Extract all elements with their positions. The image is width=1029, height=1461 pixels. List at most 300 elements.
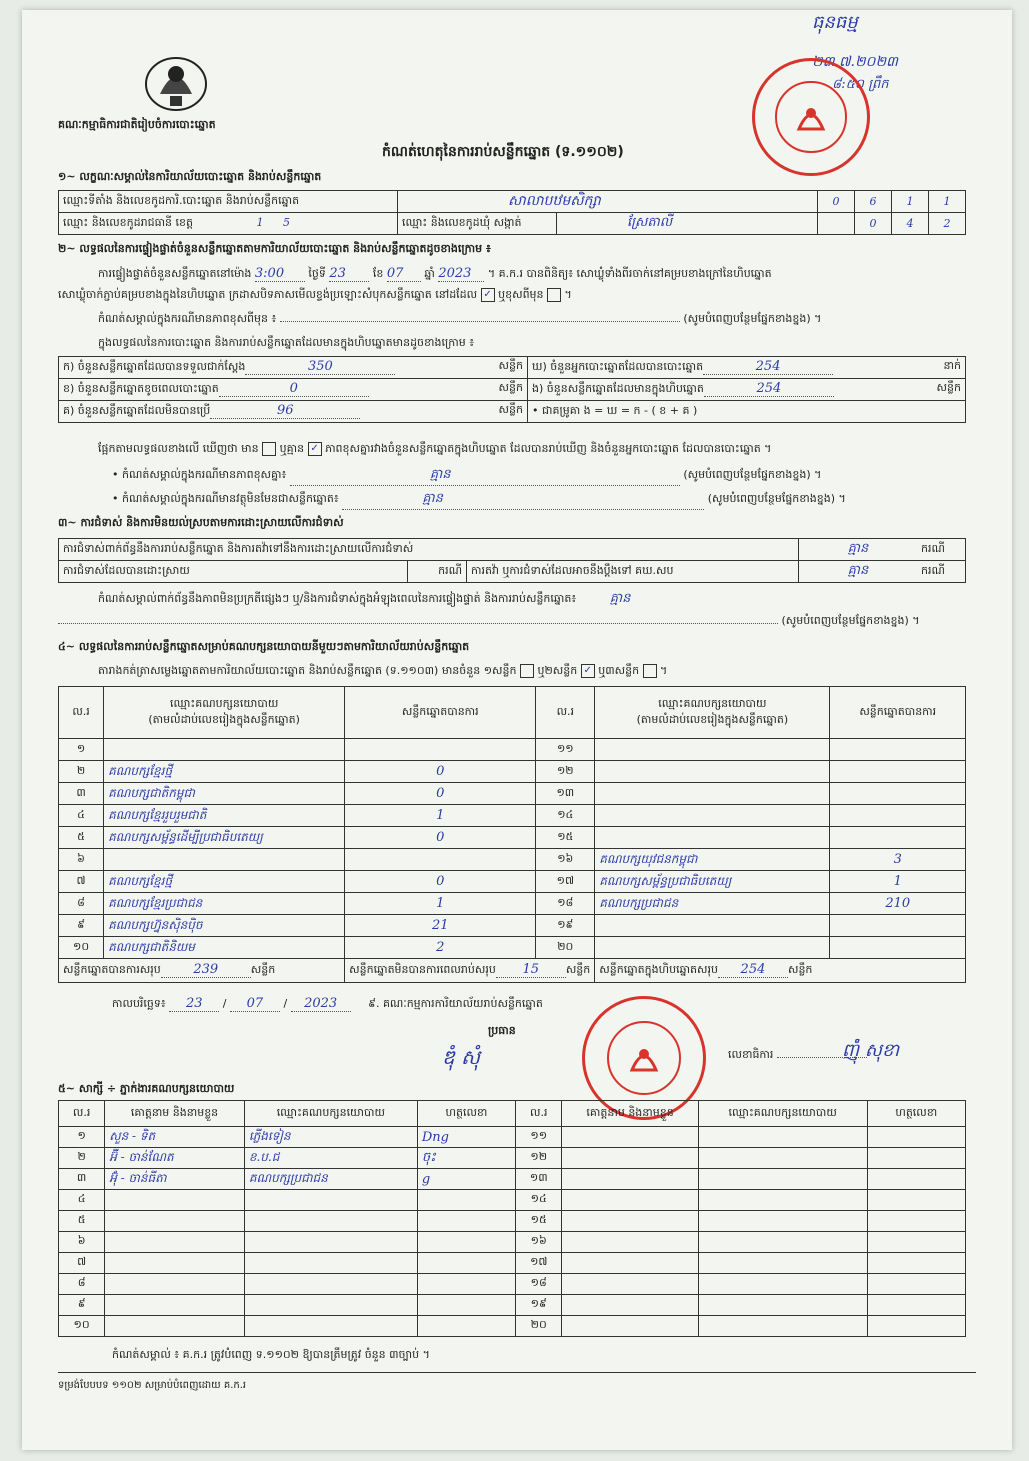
count-right-value: 254 bbox=[703, 359, 833, 375]
witness-party: ខ.ប.ជ bbox=[244, 1148, 417, 1169]
witness-party bbox=[698, 1316, 867, 1337]
party-votes bbox=[830, 805, 966, 827]
count-unit: សន្លឹក bbox=[498, 381, 523, 394]
witness-party bbox=[698, 1211, 867, 1232]
compare-line bbox=[98, 442, 771, 458]
count-unit: សន្លឹក bbox=[498, 359, 523, 372]
witness-signature bbox=[867, 1316, 965, 1337]
party-name: គណបក្សខ្មែរថ្មី bbox=[104, 761, 345, 783]
section1-table bbox=[58, 190, 966, 235]
lock-text: សោឃ្លុំចាក់ភ្ជាប់គម្របខាងក្នុងនៃហិបឆ្នោត ក្រដាសបិទភាសមើលខ្ទង់ប្រឡោះសំបុកសន្លឹកឆ្នោត នៅដដែល bbox=[58, 288, 478, 301]
witness-name bbox=[105, 1295, 245, 1316]
count-value: 350 bbox=[245, 359, 395, 375]
witness-row-number: ៥ bbox=[59, 1211, 105, 1232]
objection-unit: ករណី bbox=[917, 539, 966, 561]
witness-signature bbox=[417, 1211, 515, 1232]
count-value: 0 bbox=[219, 381, 369, 397]
witness-name bbox=[105, 1211, 245, 1232]
secretary-signature: ញ៉ុំ សុខា bbox=[842, 1040, 900, 1061]
witness-name bbox=[105, 1232, 245, 1253]
party-name: គណបក្សហ្វ៊ុនស៊ិនប៉ិច bbox=[104, 915, 345, 937]
witness-name: សួន - ទិត bbox=[105, 1127, 245, 1148]
resolved-label: ការជំទាស់ដែលបានដោះស្រាយ bbox=[59, 561, 408, 583]
appeal-unit: ករណី bbox=[917, 561, 966, 583]
section4-heading: ៤~ លទ្ធផលនៃការរាប់សន្លឹកឆ្នោតសម្រាប់គណបក្សនយោបាយនីមួយៗតាមការិយាល័យរាប់សន្លឹកឆ្នោត bbox=[58, 640, 470, 653]
party-votes bbox=[830, 937, 966, 959]
witness-signature bbox=[867, 1190, 965, 1211]
count-left-cell bbox=[59, 401, 528, 423]
witness-signature bbox=[417, 1190, 515, 1211]
count-right-unit: សន្លឹក bbox=[936, 381, 961, 394]
row-number: ១៧ bbox=[536, 871, 595, 893]
bullet-difference bbox=[112, 466, 992, 486]
col-votes-header-right: សន្លឹកឆ្នោតបានការ bbox=[830, 687, 966, 739]
col-no-header-left: ល.រ bbox=[59, 687, 104, 739]
resolved-unit: ករណី bbox=[408, 561, 467, 583]
bullet1-label: • កំណត់សម្គាល់ក្នុងករណីមានភាពខុសគ្នា៖ bbox=[112, 468, 287, 481]
witness-signature bbox=[867, 1127, 965, 1148]
table-row bbox=[59, 893, 966, 915]
witness-name: អ៊ុំ - ចាន់ធីតា bbox=[105, 1169, 245, 1190]
table-row bbox=[59, 1148, 966, 1169]
party-name: គណបក្សជាតិនិយម bbox=[104, 937, 345, 959]
verify-label-d: ឆ្នាំ bbox=[424, 267, 435, 280]
party-header-title: ឈ្មោះគណបក្សនយោបាយ bbox=[170, 696, 279, 710]
witness-party bbox=[244, 1211, 417, 1232]
witness-signature bbox=[867, 1274, 965, 1295]
party-votes: 1 bbox=[345, 805, 536, 827]
witness-signature bbox=[867, 1211, 965, 1232]
witness-party bbox=[698, 1274, 867, 1295]
party-name bbox=[595, 827, 830, 849]
witness-name bbox=[562, 1253, 698, 1274]
commune-label: ឈ្មោះ និងលេខកូដឃុំ សង្កាត់ bbox=[398, 213, 557, 235]
witness-col-name-right: គោត្តនាម និងនាមខ្លួន bbox=[562, 1101, 698, 1127]
witness-row-number: ១១ bbox=[516, 1127, 562, 1148]
total-invalid-unit: សន្លឹក bbox=[565, 963, 591, 976]
witness-row-number: ១៨ bbox=[516, 1274, 562, 1295]
witness-party bbox=[244, 1295, 417, 1316]
witness-signature bbox=[867, 1169, 965, 1190]
site-code-1: 0 bbox=[818, 191, 855, 213]
col-party-header-right bbox=[595, 687, 830, 739]
witness-party bbox=[244, 1274, 417, 1295]
party-name bbox=[595, 805, 830, 827]
bullet2-hint: (សូមបំពេញបន្ថែមផ្នែកខាងខ្នង) ។ bbox=[707, 492, 846, 505]
results-date-year: 2023 bbox=[291, 996, 351, 1012]
table-row bbox=[59, 1232, 966, 1253]
count-right-label: ឃ) ចំនួនអ្នកបោះឆ្នោតដែលបានបោះឆ្នោត bbox=[532, 360, 704, 373]
witness-row-number: ៩ bbox=[59, 1295, 105, 1316]
witness-row-number: ៨ bbox=[59, 1274, 105, 1295]
count-left-cell bbox=[59, 379, 528, 401]
party-votes: 0 bbox=[345, 761, 536, 783]
count-label: ក) ចំនួនសន្លឹកឆ្នោតដែលបានទទួលជាក់ស្តែង bbox=[63, 360, 246, 373]
count-left-cell bbox=[59, 357, 528, 379]
section2-heading: ២~ លទ្ធផលនៃការផ្ទៀងផ្ទាត់ចំនួនសន្លឹកឆ្នោតតាមការិយាល័យបោះឆ្នោត និងរាប់សន្លឹកឆ្នោតដូចខាងក្រោម ៖ bbox=[58, 242, 491, 255]
col-no-header-right: ល.រ bbox=[536, 687, 595, 739]
witness-name bbox=[105, 1190, 245, 1211]
total-valid-label: សន្លឹកឆ្នោតបានការសរុប bbox=[63, 963, 161, 976]
table-row bbox=[59, 805, 966, 827]
bullet-objects bbox=[112, 490, 992, 510]
verify-month: 07 bbox=[387, 266, 421, 282]
difference-note-label: កំណត់សម្គាល់ក្នុងករណីមានភាពខុសពីមុន ៖ bbox=[98, 312, 277, 325]
top-right-time: ៨:៥០ ព្រឹក bbox=[832, 77, 889, 92]
province-label: ឈ្មោះ និងលេខកូដរាជធានី ខេត្ត bbox=[63, 215, 193, 229]
row-number: ១២ bbox=[536, 761, 595, 783]
form-footer: ទម្រង់បែបបទ ១១០២ សម្រាប់បំពេញដោយ គ.ក.រ bbox=[58, 1380, 247, 1391]
witness-signature bbox=[867, 1148, 965, 1169]
witness-signature bbox=[417, 1232, 515, 1253]
results-intro: ក្នុងលទ្ធផលនៃការបោះឆ្នោត និងការរាប់សន្លឹកឆ្នោតដែលមានក្នុងហិបឆ្នោតមានដូចខាងក្រោម ៖ bbox=[98, 336, 475, 349]
row-number: ២០ bbox=[536, 937, 595, 959]
witness-col-name-left: គោត្តនាម និងនាមខ្លួន bbox=[105, 1101, 245, 1127]
total-valid-value: 239 bbox=[161, 962, 251, 978]
three-sheets-checkbox[interactable] bbox=[643, 664, 657, 678]
witness-name bbox=[562, 1148, 698, 1169]
witness-signature bbox=[417, 1316, 515, 1337]
objection-value: គ្មាន bbox=[799, 539, 918, 561]
row-number: ១ bbox=[59, 739, 104, 761]
witness-name bbox=[562, 1169, 698, 1190]
witness-table bbox=[58, 1100, 966, 1337]
difference-note bbox=[98, 312, 998, 328]
witness-party bbox=[244, 1190, 417, 1211]
party-table-header bbox=[59, 687, 966, 739]
table-row bbox=[59, 1316, 966, 1337]
tally-sheet-line: តារាងកត់ត្រាសម្លេងឆ្នោតតាមការិយាល័យបោះឆ្នោត និងរាប់សន្លឹកឆ្នោត (ទ.១១០៣) មានចំនួន ១សន្លឹក ឬ២សន្លឹក ✓ ឬ៣សន្លឹក ។ bbox=[98, 664, 668, 677]
objection-label: ការជំទាស់ពាក់ព័ន្ធនឹងការរាប់សន្លឹកឆ្នោត និងការតវ៉ាទៅនឹងការដោះស្រាយលើការជំទាស់ bbox=[59, 539, 799, 561]
col-votes-header-left: សន្លឹកឆ្នោតបានការ bbox=[345, 687, 536, 739]
committee-name: គណៈកម្មាធិការជាតិរៀបចំការបោះឆ្នោត bbox=[58, 118, 216, 131]
table-row bbox=[59, 1295, 966, 1316]
party-votes: 3 bbox=[830, 849, 966, 871]
witness-row-number: ១៧ bbox=[516, 1253, 562, 1274]
section5-heading: ៥~ សាក្សី ÷ ភ្នាក់ងារគណបក្សនយោបាយ bbox=[58, 1082, 235, 1095]
chair-signature: ឌុំ សុំ bbox=[442, 1045, 481, 1069]
party-votes: 210 bbox=[830, 893, 966, 915]
verify-year: 2023 bbox=[438, 266, 484, 282]
witness-row-number: ២០ bbox=[516, 1316, 562, 1337]
row-number: ៩ bbox=[59, 915, 104, 937]
table-row bbox=[59, 761, 966, 783]
row-number: ១០ bbox=[59, 937, 104, 959]
row-number: ១៤ bbox=[536, 805, 595, 827]
official-seal-top bbox=[752, 58, 870, 176]
count-right-label: ង) ចំនួនសន្លឹកឆ្នោតដែលមានក្នុងហិបឆ្នោត bbox=[532, 382, 704, 395]
total-invalid-value: 15 bbox=[496, 962, 566, 978]
count-row bbox=[59, 357, 966, 379]
party-name: គណបក្សជាតិកម្ពុជា bbox=[104, 783, 345, 805]
witness-row-number: ១ bbox=[59, 1127, 105, 1148]
witness-row-number: ៣ bbox=[59, 1169, 105, 1190]
party-name bbox=[104, 849, 345, 871]
row-number: ៧ bbox=[59, 871, 104, 893]
witness-name bbox=[562, 1295, 698, 1316]
col-party-header-left bbox=[104, 687, 345, 739]
secretary-label: លេខាធិការ bbox=[728, 1048, 774, 1061]
party-votes bbox=[830, 739, 966, 761]
witness-row-number: ៦ bbox=[59, 1232, 105, 1253]
document-page bbox=[22, 10, 1012, 1450]
party-name: គណបក្សយុវជនកម្ពុជា bbox=[595, 849, 830, 871]
witness-party bbox=[698, 1127, 867, 1148]
witness-row-number: ១៥ bbox=[516, 1211, 562, 1232]
counts-table bbox=[58, 356, 966, 423]
verify-label-c: ខែ bbox=[372, 267, 384, 280]
irregularity-hint-line bbox=[58, 614, 988, 630]
witness-name bbox=[562, 1127, 698, 1148]
top-right-date: ២៣.៧.២០២៣ bbox=[812, 54, 899, 70]
count-value: 96 bbox=[210, 403, 360, 419]
party-votes: 21 bbox=[345, 915, 536, 937]
witness-party bbox=[698, 1169, 867, 1190]
party-votes bbox=[830, 783, 966, 805]
party-header-sub: (តាមលំដាប់លេខរៀងក្នុងសន្លឹកឆ្នោត) bbox=[636, 712, 789, 726]
count-right-value: 254 bbox=[704, 381, 834, 397]
row-number: ១៥ bbox=[536, 827, 595, 849]
table-row bbox=[59, 849, 966, 871]
site-label: ឈ្មោះទីតាំង និងលេខកូដការិ.បោះឆ្នោត និងរាប់សន្លឹកឆ្នោត bbox=[59, 191, 398, 213]
count-unit: សន្លឹក bbox=[498, 403, 523, 416]
total-box-unit: សន្លឹក bbox=[787, 963, 813, 976]
party-name bbox=[595, 761, 830, 783]
appeal-label: ការតវ៉ា ឬការជំទាស់ដែលអាចនឹងប្តឹងទៅ គឃ.សប bbox=[467, 561, 799, 583]
party-votes: 0 bbox=[345, 783, 536, 805]
count-label: គ) ចំនួនសន្លឹកឆ្នោតដែលមិនបានប្រើ bbox=[63, 404, 211, 417]
witness-row-number: ១០ bbox=[59, 1316, 105, 1337]
top-right-note: ធុនធម្ម bbox=[812, 12, 858, 33]
party-name bbox=[595, 915, 830, 937]
count-label: ខ) ចំនួនសន្លឹកឆ្នោតខូចពេលបោះឆ្នោត bbox=[63, 382, 219, 395]
table-row bbox=[59, 937, 966, 959]
witness-signature: g bbox=[417, 1169, 515, 1190]
table-row bbox=[59, 1127, 966, 1148]
witness-party bbox=[244, 1316, 417, 1337]
commune-code-1: 0 bbox=[855, 213, 892, 235]
appeal-value: គ្មាន bbox=[799, 561, 918, 583]
commune-code-3: 2 bbox=[929, 213, 966, 235]
party-votes bbox=[345, 849, 536, 871]
table-row bbox=[59, 1274, 966, 1295]
tally-sheet-label: តារាងកត់ត្រាសម្លេងឆ្នោតតាមការិយាល័យបោះឆ្នោត និងរាប់សន្លឹកឆ្នោត (ទ.១១០៣) មានចំនួន ១សន្លឹក bbox=[98, 664, 517, 677]
witness-name bbox=[562, 1274, 698, 1295]
table-row bbox=[59, 1253, 966, 1274]
witness-party bbox=[698, 1253, 867, 1274]
lock-line: សោឃ្លុំចាក់ភ្ជាប់គម្របខាងក្នុងនៃហិបឆ្នោត ក្រដាសបិទភាសមើលខ្ទង់ប្រឡោះសំបុកសន្លឹកឆ្នោត នៅដដែល ✓ ឬខុសពីមុន ។ bbox=[58, 288, 572, 301]
site-code-4: 1 bbox=[929, 191, 966, 213]
party-votes bbox=[345, 739, 536, 761]
witness-party bbox=[698, 1148, 867, 1169]
province-code-1: 1 bbox=[256, 215, 264, 229]
section1-heading: ១~ លក្ខណៈសម្គាល់នៃការិយាល័យបោះឆ្នោត និងរាប់សន្លឹកឆ្នោត bbox=[58, 170, 322, 183]
row-number: ៦ bbox=[59, 849, 104, 871]
row-number: ៤ bbox=[59, 805, 104, 827]
chair-label: ប្រធាន bbox=[488, 1024, 516, 1037]
party-votes bbox=[830, 827, 966, 849]
witness-signature bbox=[867, 1253, 965, 1274]
party-votes: 1 bbox=[345, 893, 536, 915]
verify-label-b: ថ្ងៃទី bbox=[308, 267, 326, 280]
party-name: គណបក្សខ្មែររួបរួមជាតិ bbox=[104, 805, 345, 827]
witness-party bbox=[698, 1295, 867, 1316]
party-name: គណបក្សសម្ព័ន្ធប្រជាធិបតេយ្យ bbox=[595, 871, 830, 893]
same-checkbox[interactable]: ✓ bbox=[481, 288, 495, 302]
witness-col-party-right: ឈ្មោះគណបក្សនយោបាយ bbox=[698, 1101, 867, 1127]
witness-row-number: ៧ bbox=[59, 1253, 105, 1274]
party-votes bbox=[830, 761, 966, 783]
witness-party: ភ្លើងទៀន bbox=[244, 1127, 417, 1148]
witness-name: អ៊ី - ចាន់ណែត bbox=[105, 1148, 245, 1169]
witness-row-number: ១៤ bbox=[516, 1190, 562, 1211]
table-row bbox=[59, 739, 966, 761]
total-valid-unit: សន្លឹក bbox=[250, 963, 276, 976]
party-name bbox=[595, 937, 830, 959]
witness-signature bbox=[417, 1274, 515, 1295]
results-date-day: 23 bbox=[169, 996, 219, 1012]
section3-heading: ៣~ ការជំទាស់ និងការមិនយល់ស្របតាមការដោះស្រាយលើការជំទាស់ bbox=[58, 516, 344, 529]
row-number: ៨ bbox=[59, 893, 104, 915]
party-name: គណបក្សប្រជាជន bbox=[595, 893, 830, 915]
site-value: សាលាបឋមសិក្សា bbox=[398, 191, 818, 213]
count-right-cell bbox=[528, 401, 966, 423]
count-right-cell bbox=[528, 379, 966, 401]
witness-row-number: ៤ bbox=[59, 1190, 105, 1211]
total-box-value: 254 bbox=[718, 962, 788, 978]
commune-code-2: 4 bbox=[892, 213, 929, 235]
compare-label: ផ្អែកតាមលទ្ធផលខាងលើ ឃើញថា មាន bbox=[98, 442, 259, 455]
row-number: ១៣ bbox=[536, 783, 595, 805]
verify-label-e: ។ គ.ក.រ បានពិនិត្យ៖ សោឃ្លុំទាំងពីរចាក់នៅគម្របខាងក្រៅនៃហិបឆ្នោត bbox=[487, 267, 772, 280]
two-sheets-checkbox[interactable]: ✓ bbox=[581, 664, 595, 678]
witness-col-party-left: ឈ្មោះគណបក្សនយោបាយ bbox=[244, 1101, 417, 1127]
witness-party bbox=[244, 1232, 417, 1253]
count-right-cell bbox=[528, 357, 966, 379]
witness-name bbox=[562, 1316, 698, 1337]
witness-row-number: ១៩ bbox=[516, 1295, 562, 1316]
party-name: គណបក្សខ្មែរថ្មី bbox=[104, 871, 345, 893]
party-name bbox=[104, 739, 345, 761]
witness-row-number: ១២ bbox=[516, 1148, 562, 1169]
bullet2-label: • កំណត់សម្គាល់ក្នុងករណីមានវត្ថុមិនមែនជាសន្លឹកឆ្នោត៖ bbox=[112, 492, 339, 505]
witness-signature bbox=[417, 1253, 515, 1274]
commune-value: ស្រែតាលី bbox=[557, 213, 818, 235]
one-sheet-checkbox[interactable] bbox=[520, 664, 534, 678]
witness-row-number: ១៣ bbox=[516, 1169, 562, 1190]
total-box-cell bbox=[595, 959, 966, 983]
site-code-3: 1 bbox=[892, 191, 929, 213]
total-box-label: សន្លឹកឆ្នោតក្នុងហិបឆ្នោតសរុប bbox=[599, 963, 718, 976]
witness-row-number: ២ bbox=[59, 1148, 105, 1169]
witness-party bbox=[698, 1190, 867, 1211]
results-date-sep-1: / bbox=[222, 997, 227, 1010]
count-right-label: • ជាគម្រូគា ង = ឃ = ក - ( ខ + គ ) bbox=[532, 403, 698, 417]
emblem-icon bbox=[140, 50, 212, 116]
irregularity-label: កំណត់សម្គាល់ពាក់ព័ន្ធនឹងភាពមិនប្រក្រតីផ្សេងៗ ឬ/និងការជំទាស់ក្នុងអំឡុងពេលនៃការផ្ទៀងផ្ទាត់ និងការរាប់សន្លឹកឆ្នោត៖ bbox=[98, 592, 577, 605]
party-name: គណបក្សសម្ព័ន្ធដើម្បីប្រជាធិបតេយ្យ bbox=[104, 827, 345, 849]
changed-label: ឬខុសពីមុន bbox=[498, 288, 544, 301]
party-name: គណបក្សខ្មែរប្រជាជន bbox=[104, 893, 345, 915]
witness-signature: ចុះ bbox=[417, 1148, 515, 1169]
verify-label-a: ការផ្ទៀងផ្ទាត់ចំនួនសន្លឹកឆ្នោតនៅម៉ោង bbox=[98, 267, 252, 280]
party-votes: 2 bbox=[345, 937, 536, 959]
witness-col-no-left: ល.រ bbox=[59, 1101, 105, 1127]
difference-note-hint: (សូមបំពេញបន្ថែមផ្នែកខាងខ្នង) ។ bbox=[683, 312, 822, 325]
witness-name bbox=[562, 1232, 698, 1253]
witness-col-sig-left: ហត្ថលេខា bbox=[417, 1101, 515, 1127]
witness-name bbox=[105, 1316, 245, 1337]
row-number: ៣ bbox=[59, 783, 104, 805]
changed-checkbox[interactable] bbox=[547, 288, 561, 302]
office-committee-label: ៩. គណៈកម្មការការិយាល័យរាប់សន្លឹកឆ្នោត bbox=[368, 997, 543, 1010]
table-row bbox=[59, 871, 966, 893]
witness-table-header bbox=[59, 1101, 966, 1127]
party-name bbox=[595, 739, 830, 761]
party-results-table bbox=[58, 686, 966, 983]
witness-col-no-right: ល.រ bbox=[516, 1101, 562, 1127]
witness-party: គណបក្សប្រជាជន bbox=[244, 1169, 417, 1190]
table-row bbox=[59, 1190, 966, 1211]
witness-party bbox=[244, 1253, 417, 1274]
total-invalid-cell bbox=[345, 959, 595, 983]
row-number: ១៨ bbox=[536, 893, 595, 915]
table-row bbox=[59, 783, 966, 805]
irregularity-note bbox=[98, 590, 998, 609]
party-votes bbox=[830, 915, 966, 937]
count-right-unit: នាក់ bbox=[943, 359, 961, 372]
witness-col-sig-right: ហត្ថលេខា bbox=[867, 1101, 965, 1127]
results-date-label: កាលបរិច្ឆេទ៖ bbox=[112, 997, 166, 1010]
table-row bbox=[59, 915, 966, 937]
count-row bbox=[59, 379, 966, 401]
three-sheets-label: ឬ៣សន្លឹក bbox=[598, 664, 640, 677]
table-row bbox=[59, 1169, 966, 1190]
site-code-2: 6 bbox=[855, 191, 892, 213]
verify-day: 23 bbox=[329, 266, 369, 282]
witness-party bbox=[698, 1232, 867, 1253]
verification-line bbox=[98, 266, 998, 283]
total-invalid-label: សន្លឹកឆ្នោតមិនបានការពេលរាប់សរុប bbox=[349, 963, 496, 976]
form-title: កំណត់ហេតុនៃការរាប់សន្លឹកឆ្នោត (ទ.១១០២) bbox=[382, 144, 624, 160]
irregularity-value: គ្មាន bbox=[609, 591, 631, 606]
no-difference-checkbox[interactable]: ✓ bbox=[308, 442, 322, 456]
party-votes: 0 bbox=[345, 871, 536, 893]
witness-signature bbox=[867, 1232, 965, 1253]
witness-signature: Dng bbox=[417, 1127, 515, 1148]
table-row bbox=[59, 1211, 966, 1232]
count-row bbox=[59, 401, 966, 423]
witness-name bbox=[105, 1253, 245, 1274]
results-date-line bbox=[112, 996, 543, 1013]
party-header-sub: (តាមលំដាប់លេខរៀងក្នុងសន្លឹកឆ្នោត) bbox=[148, 712, 300, 726]
irregularity-hint: (សូមបំពេញបន្ថែមផ្នែកខាងខ្នង) ។ bbox=[781, 614, 920, 627]
witness-signature bbox=[417, 1295, 515, 1316]
objections-table bbox=[58, 538, 966, 583]
compare-rest: ភាពខុសគ្នារវាងចំនួនសន្លឹកឆ្នោតក្នុងហិបឆ្នោត ដែលបានរាប់ឃើញ និងចំនួនអ្នកបោះឆ្នោត ដែលបានបោះឆ្នោត ។ bbox=[325, 442, 772, 455]
bullet2-value: គ្មាន bbox=[342, 490, 704, 510]
results-date-sep-2: / bbox=[283, 997, 288, 1010]
row-number: ២ bbox=[59, 761, 104, 783]
totals-row bbox=[59, 959, 966, 983]
bullet1-hint: (សូមបំពេញបន្ថែមផ្នែកខាងខ្នង) ។ bbox=[683, 468, 822, 481]
has-difference-checkbox[interactable] bbox=[262, 442, 276, 456]
province-code-2: 5 bbox=[283, 215, 290, 229]
witness-name bbox=[562, 1190, 698, 1211]
no-difference-label: ឬគ្មាន bbox=[279, 442, 305, 455]
witness-footnote: កំណត់សម្គាល់ ៖ គ.ក.រ ត្រូវបំពេញ ទ.១១០២ ឱ្យបានត្រឹមត្រូវ ចំនួន ៣ច្បាប់ ។ bbox=[112, 1348, 430, 1361]
party-votes: 1 bbox=[830, 871, 966, 893]
